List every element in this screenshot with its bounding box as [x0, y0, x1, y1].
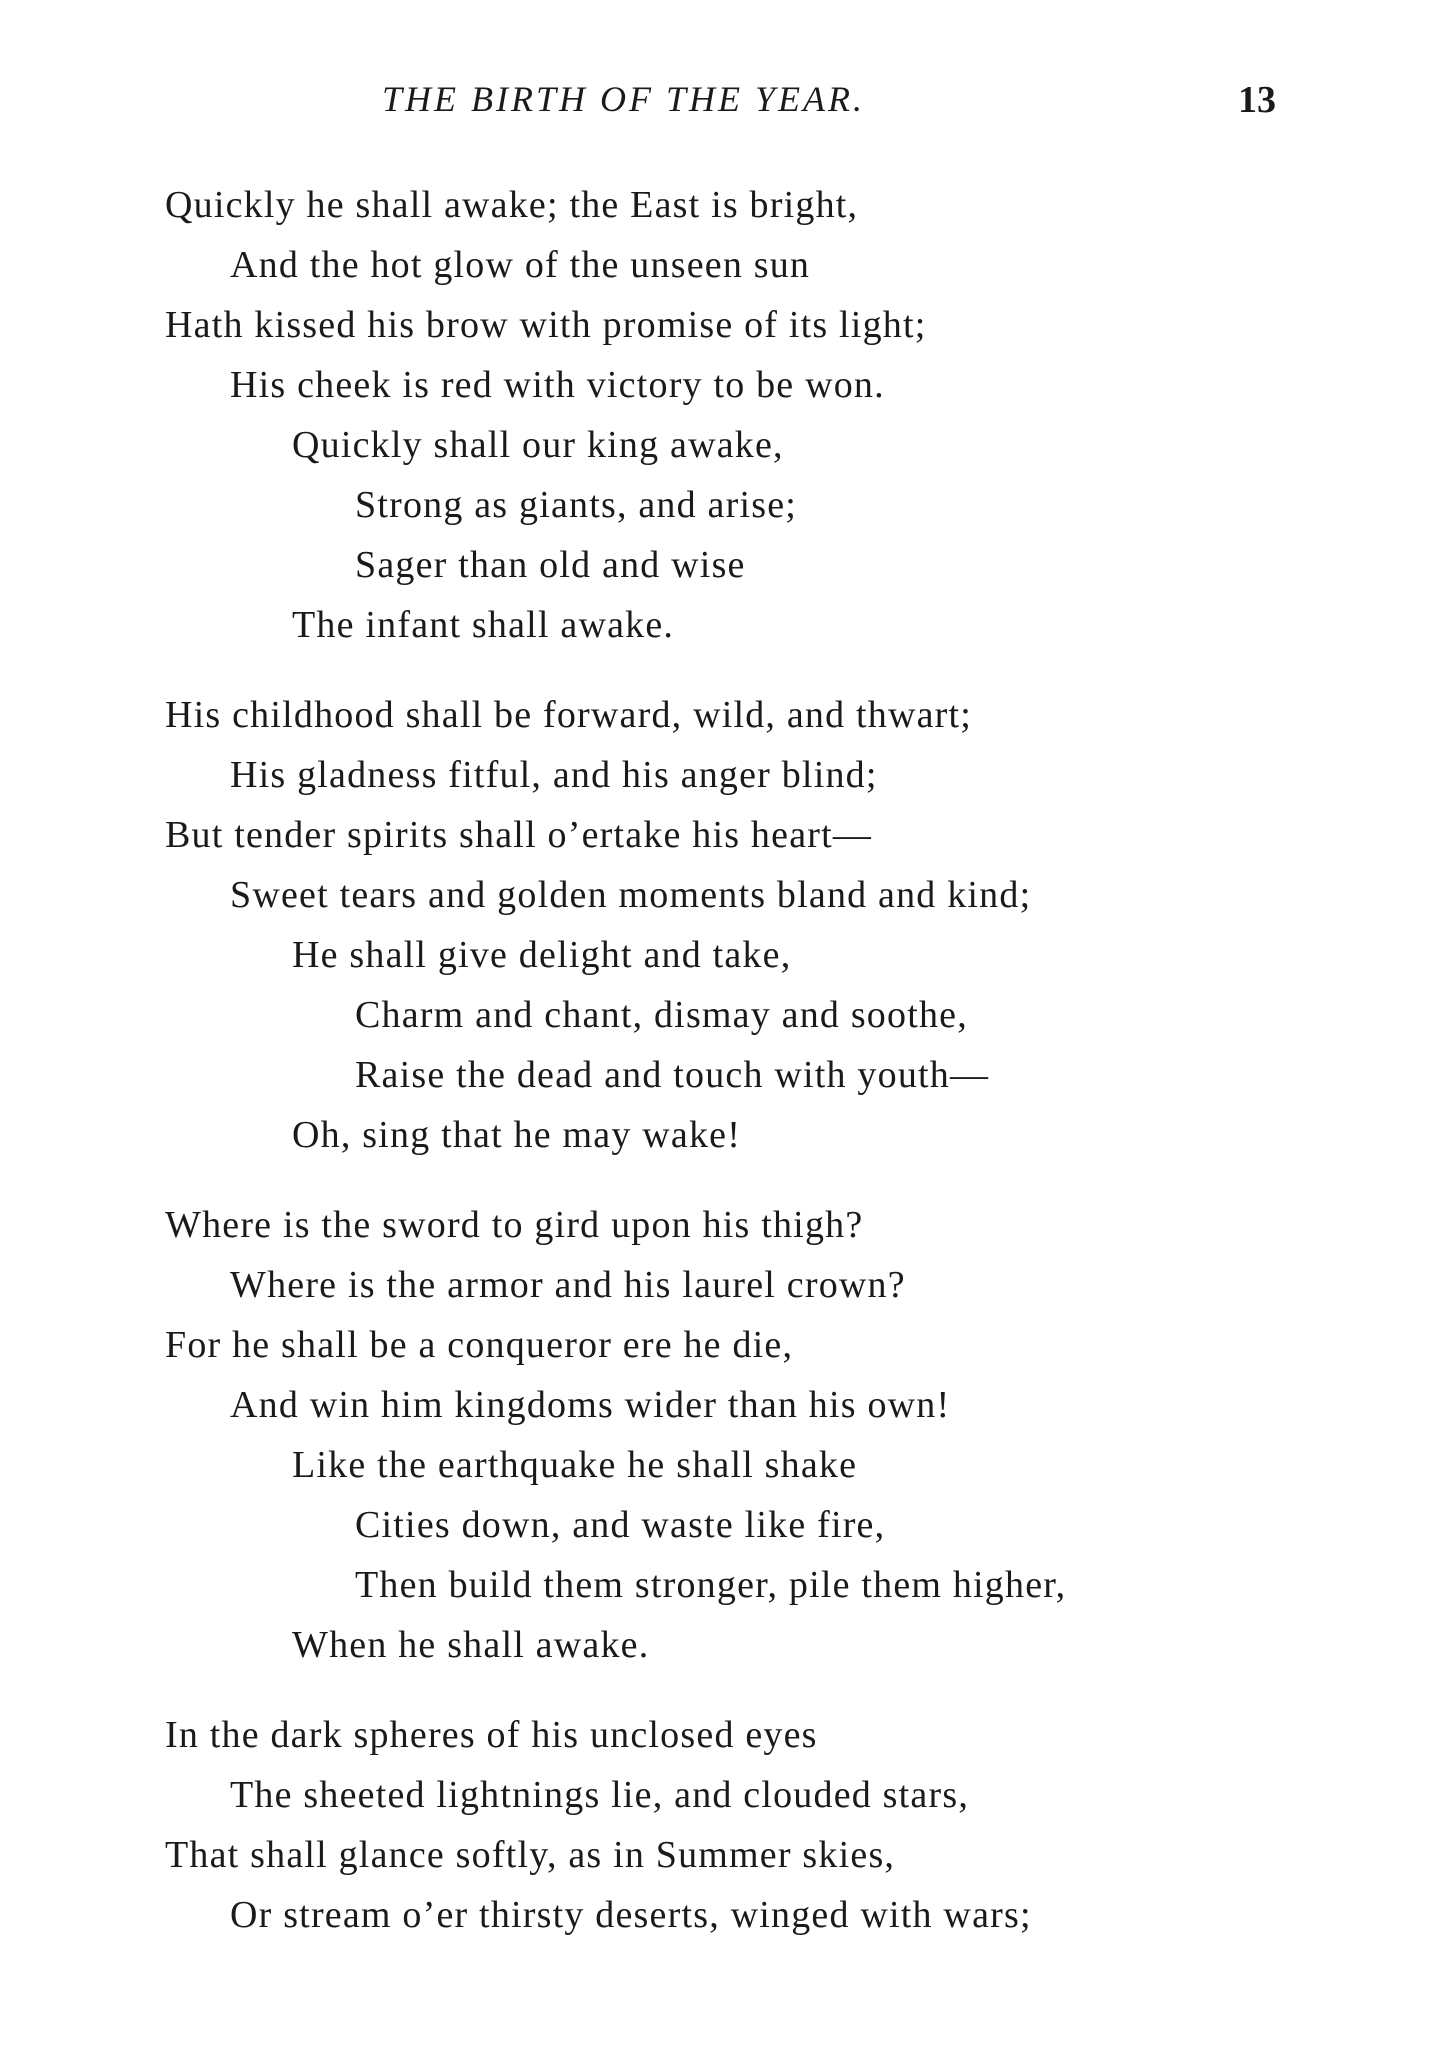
verse-line: His cheek is red with victory to be won. — [230, 364, 885, 406]
verse-line: That shall glance softly, as in Summer skies, — [165, 1834, 896, 1876]
verse-line: When he shall awake. — [292, 1624, 650, 1666]
verse-line: Quickly he shall awake; the East is bright, — [165, 184, 859, 226]
verse-line: Sager than old and wise — [355, 544, 746, 586]
verse-line: Quickly shall our king awake, — [292, 424, 784, 466]
running-title: THE BIRTH OF THE YEAR. — [382, 79, 865, 119]
running-head — [0, 78, 1445, 128]
verse-line: He shall give delight and take, — [292, 934, 792, 976]
verse-line: Like the earthquake he shall shake — [292, 1444, 858, 1486]
verse-line: The infant shall awake. — [292, 604, 675, 646]
verse-line: Hath kissed his brow with promise of its light; — [165, 304, 927, 346]
verse-line: For he shall be a conqueror ere he die, — [165, 1324, 794, 1366]
verse-line: In the dark spheres of his unclosed eyes — [165, 1714, 818, 1756]
verse-line: Then build them stronger, pile them higher, — [355, 1564, 1067, 1606]
verse-line: And win him kingdoms wider than his own! — [230, 1384, 951, 1426]
verse-line: Or stream o’er thirsty deserts, winged with wars; — [230, 1894, 1032, 1936]
verse-line: Charm and chant, dismay and soothe, — [355, 994, 968, 1036]
verse-line: Strong as giants, and arise; — [355, 484, 798, 526]
verse-line: And the hot glow of the unseen sun — [230, 244, 811, 286]
verse-line: Where is the sword to gird upon his thigh? — [165, 1204, 864, 1246]
verse-line: Sweet tears and golden moments bland and kind; — [230, 874, 1032, 916]
verse-line: His gladness fitful, and his anger blind; — [230, 754, 878, 796]
verse-line: His childhood shall be forward, wild, and thwart; — [165, 694, 973, 736]
verse-line: The sheeted lightnings lie, and clouded stars, — [230, 1774, 970, 1816]
verse-line: But tender spirits shall o’ertake his heart— — [165, 814, 873, 856]
verse-line: Where is the armor and his laurel crown? — [230, 1264, 906, 1306]
page-number: 13 — [1238, 79, 1276, 121]
verse-line: Oh, sing that he may wake! — [292, 1114, 742, 1156]
verse-line: Cities down, and waste like fire, — [355, 1504, 886, 1546]
verse-line: Raise the dead and touch with youth— — [355, 1054, 990, 1096]
